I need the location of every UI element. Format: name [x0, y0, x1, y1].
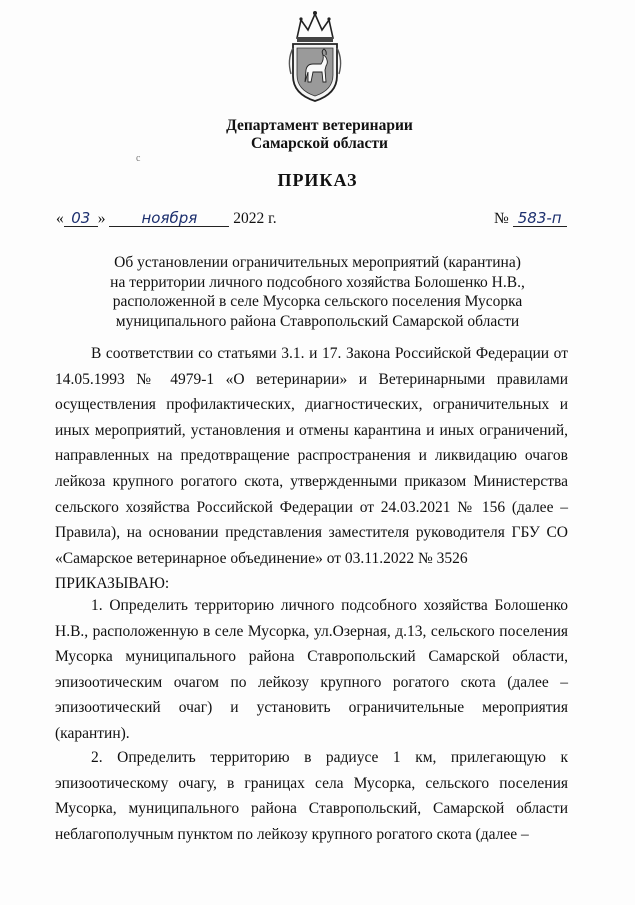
date-month: ноября [109, 210, 229, 227]
date-day: 03 [64, 210, 98, 227]
date-year: 2022 г. [233, 210, 277, 227]
subject-line-3: расположенной в селе Мусорка сельского поселения Мусорка [112, 293, 523, 310]
samara-region-coat-of-arms-icon [283, 8, 347, 104]
order-item-1-block [55, 593, 568, 747]
order-date [56, 210, 277, 228]
order-item-2: 2. Определить территорию в радиусе 1 км, прилегающую к эпизоотическому очагу, в границах села Мусорка, сельского поселения Мусорка, муниципального района Ставропольский, Самарской области неблагополучным пунктом по лейкозу крупного рогатого скота (далее – [55, 749, 568, 843]
date-open-quote: « [56, 210, 64, 227]
order-item-1: 1. Определить территорию личного подсобного хозяйства Болошенко Н.В., расположенную в селе Мусорка, ул.Озерная, д.13, сельского поселения Мусорка муниципального района Ставропольский Самарской области, эпизоотическим очагом по лейкозу крупного рогатого скота (далее – эпизоотический очаг) и установить ограничительные мероприятия (карантин). [55, 597, 568, 742]
preamble-block [55, 341, 568, 597]
subject-line-1: Об установлении ограничительных мероприятий (карантина) [114, 254, 521, 271]
order-number-value: 583-п [513, 210, 567, 227]
subject-line-4: муниципального района Ставропольский Самарской области [115, 312, 520, 330]
department-name-line2: Самарской области [251, 135, 388, 152]
subject-line-2: на территории личного подсобного хозяйства Болошенко Н.В., [110, 273, 525, 291]
date-close-quote: » [97, 210, 106, 227]
order-item-2-block [55, 745, 568, 847]
order-subject [0, 253, 635, 331]
preamble-paragraph: В соответствии со статьями 3.1. и 17. Закона Российской Федерации от 14.05.1993 № 4979-1 «О ветеринарии» и Ветеринарными правилами осуществления профилактических, диагностических, ограничительных и иных мероприятий, установления и отмены карантина и иных ограничений, направленных на предотвращение распространения и ликвидацию очагов лейкоза крупного рогатого скота, утвержденными приказом Министерства сельского хозяйства Российской Федерации от 24.03.2021 № 156 (далее – Правила), на основании представления заместителя руководителя ГБУ СО «Самарское ветеринарное объединение» от 03.11.2022 № 3526 [55, 345, 568, 567]
order-directive-word: ПРИКАЗЫВАЮ: [55, 575, 170, 593]
scan-artifact: с [136, 153, 141, 164]
department-name-line1: Департамент ветеринарии [226, 117, 413, 134]
order-number [494, 210, 567, 228]
document-type-title: ПРИКАЗ [277, 170, 358, 190]
order-number-prefix: № [494, 210, 509, 227]
